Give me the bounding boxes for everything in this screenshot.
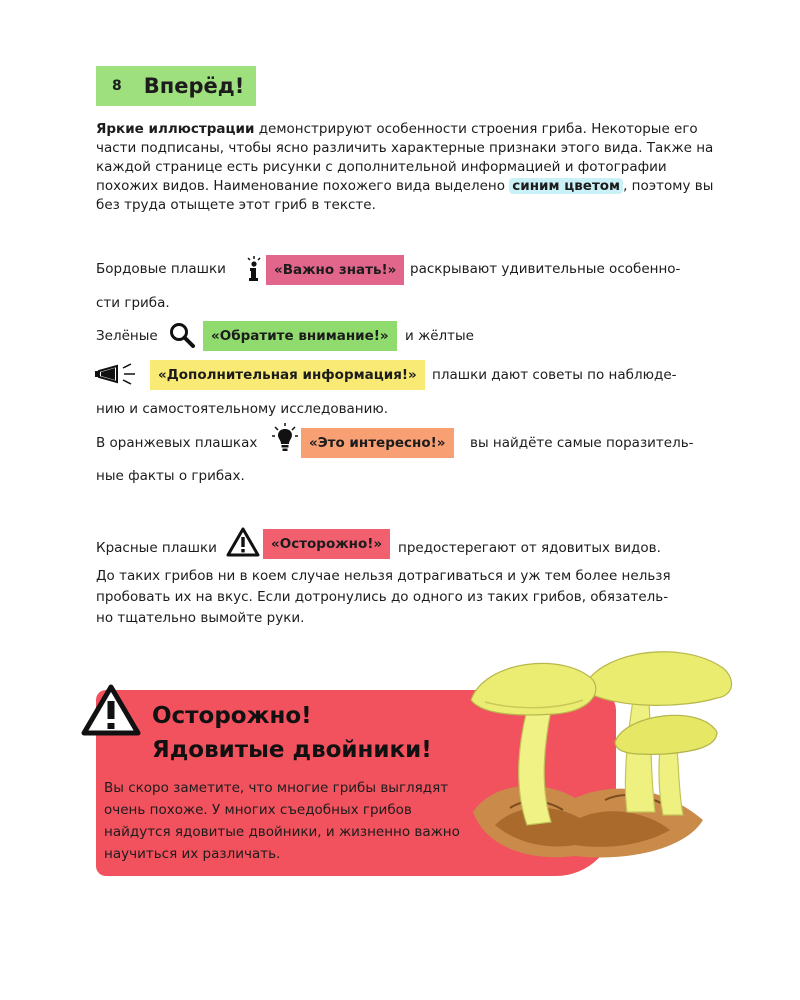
important-prefix: Бордовые плашки bbox=[96, 261, 226, 277]
intro-paragraph bbox=[96, 120, 726, 215]
intro-text-1: демонстрируют особенности строения гриба. Некоторые его части подписаны, чтобы ясно различить характерные признаки этого вида. Также на каждой странице есть рисунки с дополнительной информацией и фотографии похожих видов. Наименование похожего вида выделено bbox=[96, 121, 714, 194]
chapter-title: Вперёд! bbox=[143, 74, 245, 98]
warning-triangle-icon bbox=[80, 683, 142, 741]
intro-lead: Яркие иллюстрации bbox=[96, 121, 255, 137]
intro-text-2: , поэтому вы без труда отыщете этот гриб в тексте. bbox=[96, 178, 714, 213]
chapter-header bbox=[96, 66, 256, 106]
interesting-suffix: вы найдёте самые поразитель- bbox=[470, 435, 694, 451]
mushroom-illustration bbox=[455, 630, 740, 870]
warning-paragraph-line: пробовать их на вкус. Если дотронулись до одного из таких грибов, обязатель- bbox=[96, 589, 669, 605]
important-suffix: раскрывают удивительные особенно- bbox=[410, 261, 681, 277]
warning-triangle-icon bbox=[226, 527, 260, 561]
important-continuation: сти гриба. bbox=[96, 295, 170, 311]
tag-interesting: «Это интересно!» bbox=[301, 428, 454, 458]
attention-suffix: и жёлтые bbox=[405, 328, 474, 344]
warning-box-subtitle: Ядовитые двойники! bbox=[152, 737, 432, 763]
warning-box-text: Вы скоро заметите, что многие грибы выглядят очень похоже. У многих съедобных грибов найдутся ядовитые двойники, и жизненно важно научиться их различать. bbox=[104, 780, 460, 862]
tag-attention: «Обратите внимание!» bbox=[203, 321, 397, 351]
attention-prefix: Зелёные bbox=[96, 328, 158, 344]
megaphone-icon bbox=[95, 363, 145, 389]
info-icon bbox=[243, 256, 265, 286]
warning-paragraph-line: До таких грибов ни в коем случае нельзя дотрагиваться и уж тем более нельзя bbox=[96, 568, 671, 584]
warning-paragraph-line: но тщательно вымойте руки. bbox=[96, 610, 305, 626]
interesting-prefix: В оранжевых плашках bbox=[96, 435, 258, 451]
warning-suffix: предостерегают от ядовитых видов. bbox=[398, 540, 661, 556]
magnifier-icon bbox=[168, 321, 196, 353]
info-continuation: нию и самостоятельному исследованию. bbox=[96, 401, 389, 417]
interesting-continuation: ные факты о грибах. bbox=[96, 468, 245, 484]
blue-highlight: синим цветом bbox=[509, 178, 623, 194]
lightbulb-icon bbox=[272, 423, 298, 457]
info-suffix: плашки дают советы по наблюде- bbox=[432, 367, 677, 383]
page-number: 8 bbox=[112, 78, 122, 94]
tag-info: «Дополнительная информация!» bbox=[150, 360, 425, 390]
tag-warning: «Осторожно!» bbox=[263, 529, 390, 559]
warning-box-title: Осторожно! bbox=[152, 703, 312, 729]
warning-prefix: Красные плашки bbox=[96, 540, 217, 556]
tag-important: «Важно знать!» bbox=[266, 255, 404, 285]
